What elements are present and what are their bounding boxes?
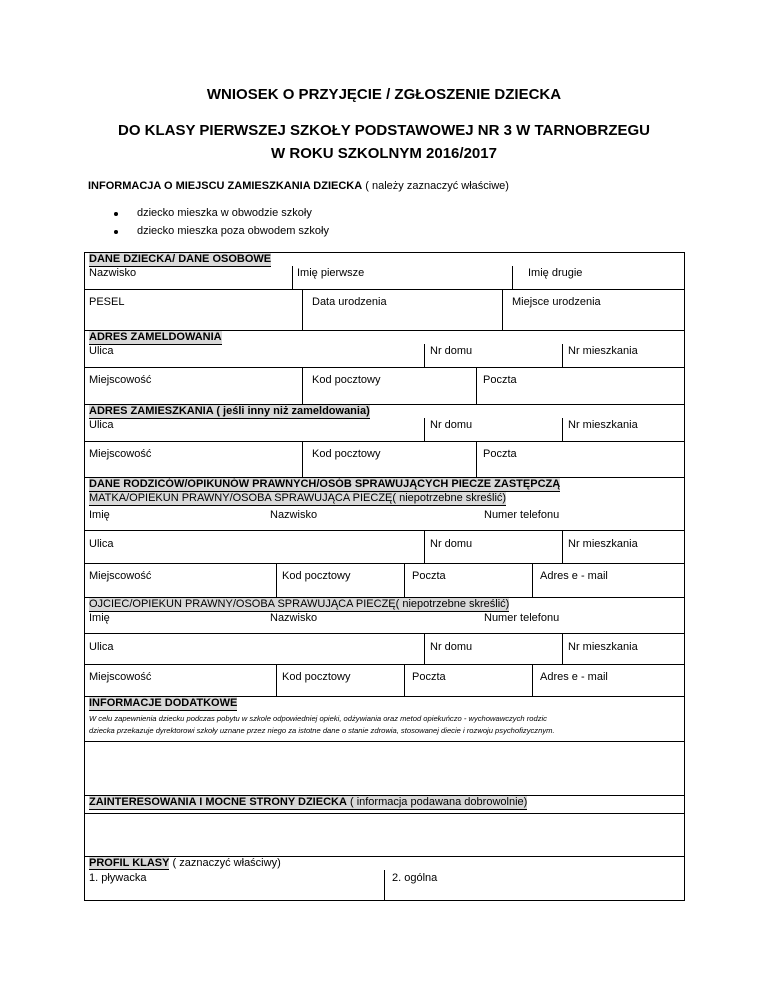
residence-city-label: Miejscowość: [89, 448, 152, 460]
father-postal-code-label: Kod pocztowy: [282, 671, 351, 683]
father-phone-label: Numer telefonu: [484, 612, 560, 624]
registered-postal-code-label: Kod pocztowy: [312, 374, 381, 386]
child-birth-place-label: Miejsce urodzenia: [512, 296, 601, 308]
mother-street-label: Ulica: [89, 538, 114, 550]
profile-heading: PROFIL KLASY: [89, 857, 170, 869]
child-data-heading: DANE DZIECKA/ DANE OSOBOWE: [89, 253, 272, 265]
residence-section: [88, 180, 509, 192]
father-email-label: Adres e - mail: [540, 671, 608, 683]
father-city-label: Miejscowość: [89, 671, 152, 683]
title-line-2: DO KLASY PIERWSZEJ SZKOŁY PODSTAWOWEJ NR 3 W TARNOBRZEGU: [118, 122, 650, 139]
residence-heading: INFORMACJA O MIEJSCU ZAMIESZKANIA DZIECKA: [88, 180, 363, 192]
mother-flat-no-label: Nr mieszkania: [568, 538, 638, 550]
profile-option-swimming[interactable]: 1. pływacka: [89, 872, 147, 884]
father-heading: OJCIEC/OPIEKUN PRAWNY/OSOBA SPRAWUJĄCA PIECZĘ( niepotrzebne skreślić): [89, 598, 510, 610]
residence-note: ( należy zaznaczyć właściwe): [365, 180, 509, 192]
child-pesel-label: PESEL: [89, 296, 125, 308]
residence-post-label: Poczta: [483, 448, 517, 460]
child-second-name-label: Imię drugie: [528, 267, 583, 279]
father-street-label: Ulica: [89, 641, 114, 653]
additional-info-text-1: W celu zapewnienia dziecku podczas pobytu w szkole odpowiedniej opieki, odżywiania oraz metod opiekuńczo - wychowawczych rodzic: [89, 714, 547, 723]
bullet-icon: [114, 212, 118, 216]
mother-heading: MATKA/OPIEKUN PRAWNY/OSOBA SPRAWUJĄCA PIECZĘ( niepotrzebne skreślić): [89, 492, 507, 504]
residence-flat-no-label: Nr mieszkania: [568, 419, 638, 431]
mother-city-label: Miejscowość: [89, 570, 152, 582]
child-birth-date-label: Data urodzenia: [312, 296, 387, 308]
child-surname-label: Nazwisko: [89, 267, 137, 279]
title-line-3: W ROKU SZKOLNYM 2016/2017: [271, 145, 497, 162]
mother-post-label: Poczta: [412, 570, 446, 582]
registered-street-label: Ulica: [89, 345, 114, 357]
child-first-name-label: Imię pierwsze: [297, 267, 365, 279]
registered-flat-no-label: Nr mieszkania: [568, 345, 638, 357]
father-first-name-label: Imię: [89, 612, 110, 624]
father-house-no-label: Nr domu: [430, 641, 473, 653]
bullet-icon: [114, 230, 118, 234]
interests-heading-row: [89, 796, 527, 810]
mother-first-name-label: Imię: [89, 509, 110, 521]
father-surname-label: Nazwisko: [270, 612, 318, 624]
registered-address-heading: ADRES ZAMELDOWANIA: [89, 331, 222, 343]
father-flat-no-label: Nr mieszkania: [568, 641, 638, 653]
residence-option-out[interactable]: dziecko mieszka poza obwodem szkoły: [137, 225, 329, 237]
additional-info-text-2: dziecka przekazuje dyrektorowi szkoły uznane przez niego za istotne dane o stanie zdrowia, stosowanej diecie i rozwoju psychofizycznym.: [89, 726, 555, 735]
mother-phone-label: Numer telefonu: [484, 509, 560, 521]
registered-post-label: Poczta: [483, 374, 517, 386]
registered-house-no-label: Nr domu: [430, 345, 473, 357]
residence-street-label: Ulica: [89, 419, 114, 431]
residence-postal-code-label: Kod pocztowy: [312, 448, 381, 460]
residence-house-no-label: Nr domu: [430, 419, 473, 431]
registered-city-label: Miejscowość: [89, 374, 152, 386]
parents-heading: DANE RODZICÓW/OPIKUNÓW PRAWNYCH/OSÓB SPRAWUJĄCYCH PIECZE ZASTĘPCZĄ: [89, 478, 561, 490]
interests-heading: ZAINTERESOWANIA I MOCNE STRONY DZIECKA: [89, 796, 347, 808]
interests-note: ( informacja podawana dobrowolnie): [349, 796, 528, 808]
title-line-1: WNIOSEK O PRZYJĘCIE / ZGŁOSZENIE DZIECKA: [206, 86, 562, 103]
profile-heading-row: [89, 857, 281, 870]
residence-option-in[interactable]: dziecko mieszka w obwodzie szkoły: [137, 207, 312, 219]
residence-address-heading: ADRES ZAMIESZKANIA ( jeśli inny niż zameldowania): [89, 405, 370, 417]
mother-email-label: Adres e - mail: [540, 570, 608, 582]
father-post-label: Poczta: [412, 671, 446, 683]
mother-postal-code-label: Kod pocztowy: [282, 570, 351, 582]
mother-house-no-label: Nr domu: [430, 538, 473, 550]
mother-surname-label: Nazwisko: [270, 509, 318, 521]
profile-option-general[interactable]: 2. ogólna: [392, 872, 438, 884]
profile-note: ( zaznaczyć właściwy): [172, 857, 281, 869]
additional-info-heading: INFORMACJE DODATKOWE: [89, 697, 238, 709]
